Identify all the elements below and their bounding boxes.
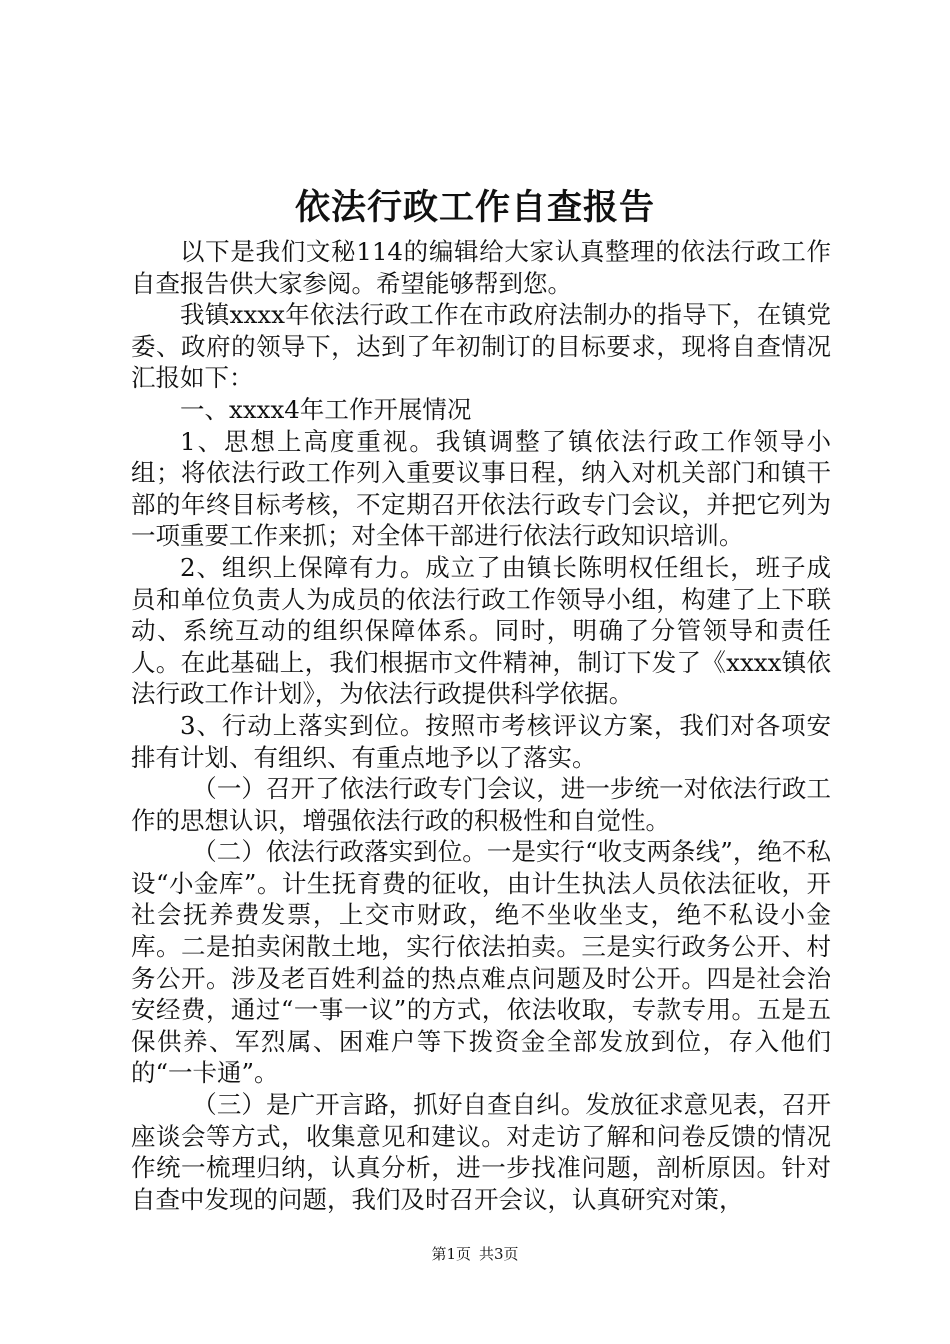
- paragraph-sub-3: （三）是广开言路，抓好自查自纠。发放征求意见表，召开座谈会等方式，收集意见和建议。对走访了解和问卷反馈的情况作统一梳理归纳，认真分析，进一步找准问题，剖析原因。针对自查中发现的问题，我们及时召开会议，认真研究对策，: [131, 1090, 831, 1214]
- paragraph-item-1: 1、思想上高度重视。我镇调整了镇依法行政工作领导小组；将依法行政工作列入重要议事日程，纳入对机关部门和镇干部的年终目标考核，不定期召开依法行政专门会议，并把它列为一项重要工作来抓；对全体干部进行依法行政知识培训。: [131, 426, 831, 551]
- document-body: [131, 236, 831, 1215]
- paragraph-sub-2: （二）依法行政落实到位。一是实行“收支两条线”，绝不私设“小金库”。计生抚育费的征收，由计生执法人员依法征收，开社会抚养费发票，上交市财政，绝不坐收坐支，绝不私设小金库。二是拍卖闲散土地，实行依法拍卖。三是实行政务公开、村务公开。涉及老百姓利益的热点难点问题及时公开。四是社会治安经费，通过“一事一议”的方式，依法收取，专款专用。五是五保供养、军烈属、困难户等下拨资金全部发放到位，存入他们的“一卡通”。: [131, 837, 831, 1088]
- page-footer: [0, 1244, 950, 1264]
- paragraph-item-2: 2、组织上保障有力。成立了由镇长陈明权任组长，班子成员和单位负责人为成员的依法行政工作领导小组，构建了上下联动、系统互动的组织保障体系。同时，明确了分管领导和责任人。在此基础上，我们根据市文件精神，制订下发了《xxxx镇依法行政工作计划》，为依法行政提供科学依据。: [131, 552, 831, 709]
- document-title: 依法行政工作自查报告: [294, 187, 655, 228]
- paragraph-item-3: 3、行动上落实到位。按照市考核评议方案，我们对各项安排有计划、有组织、有重点地予以了落实。: [131, 710, 831, 772]
- page-number: 第1页: [431, 1245, 471, 1263]
- paragraph-intro: 以下是我们文秘114的编辑给大家认真整理的依法行政工作自查报告供大家参阅。希望能够帮到您。: [131, 237, 831, 298]
- section-heading: 一、xxxx4年工作开展情况: [180, 394, 472, 424]
- page-total: 共3页: [479, 1245, 519, 1263]
- paragraph-sub-1: （一）召开了依法行政专门会议，进一步统一对依法行政工作的思想认识，增强依法行政的积极性和自觉性。: [131, 774, 831, 835]
- paragraph-summary: 我镇xxxx年依法行政工作在市政府法制办的指导下，在镇党委、政府的领导下，达到了年初制订的目标要求，现将自查情况汇报如下：: [131, 300, 831, 393]
